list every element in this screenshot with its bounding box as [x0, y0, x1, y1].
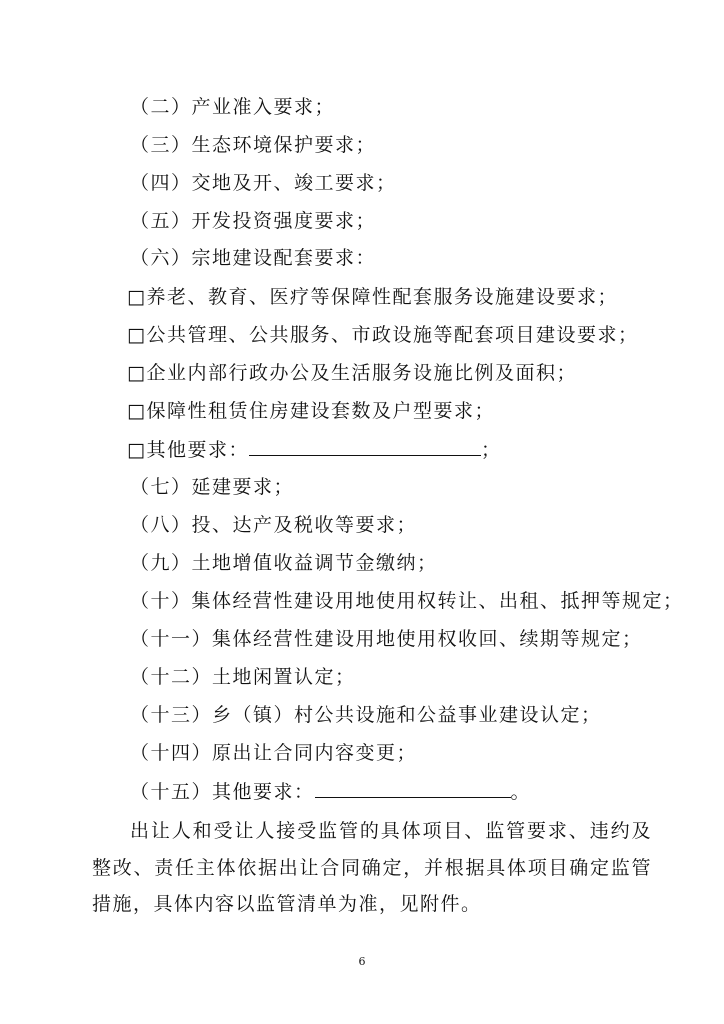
checkbox-item: □企业内部行政办公及生活服务设施比例及面积；	[127, 362, 577, 384]
checkbox-item: □公共管理、公共服务、市政设施等配套项目建设要求；	[127, 324, 639, 346]
other-label: □其他要求：	[127, 439, 249, 461]
item-14: （十四）原出让合同内容变更；	[130, 742, 418, 764]
item-7: （七）延建要求；	[130, 476, 295, 498]
item-15-end: 。	[510, 781, 532, 803]
checkbox-item: □保障性租赁住房建设套数及户型要求；	[127, 400, 495, 422]
checkbox-item-other	[127, 437, 501, 462]
item-8: （八）投、达产及税收等要求；	[130, 514, 418, 536]
checkbox-item: □养老、教育、医疗等保障性配套服务设施建设要求；	[127, 286, 618, 308]
other-end: ；	[480, 439, 502, 461]
supervision-paragraph: 出让人和受让人接受监管的具体项目、监管要求、违约及整改、责任主体依据出让合同确定，并根据具体项目确定监管措施，具体内容以监管清单为准，见附件。	[92, 820, 652, 915]
page-number: 6	[358, 955, 366, 968]
item-11: （十一）集体经营性建设用地使用权收回、续期等规定；	[130, 628, 643, 650]
fill-in-blank	[315, 779, 511, 798]
item-10: （十）集体经营性建设用地使用权转让、出租、抵押等规定；	[130, 590, 684, 612]
item-5: （五）开发投资强度要求；	[130, 210, 377, 232]
item-3: （三）生态环境保护要求；	[130, 134, 377, 156]
item-12: （十二）土地闲置认定；	[130, 666, 356, 688]
item-15-label: （十五）其他要求：	[130, 781, 315, 803]
item-13: （十三）乡（镇）村公共设施和公益事业建设认定；	[130, 704, 602, 726]
item-2: （二）产业准入要求；	[130, 96, 336, 118]
item-9: （九）土地增值收益调节金缴纳；	[130, 552, 438, 574]
item-15	[130, 779, 531, 804]
item-4: （四）交地及开、竣工要求；	[130, 172, 397, 194]
item-6: （六）宗地建设配套要求：	[130, 247, 377, 269]
fill-in-blank	[249, 437, 481, 456]
